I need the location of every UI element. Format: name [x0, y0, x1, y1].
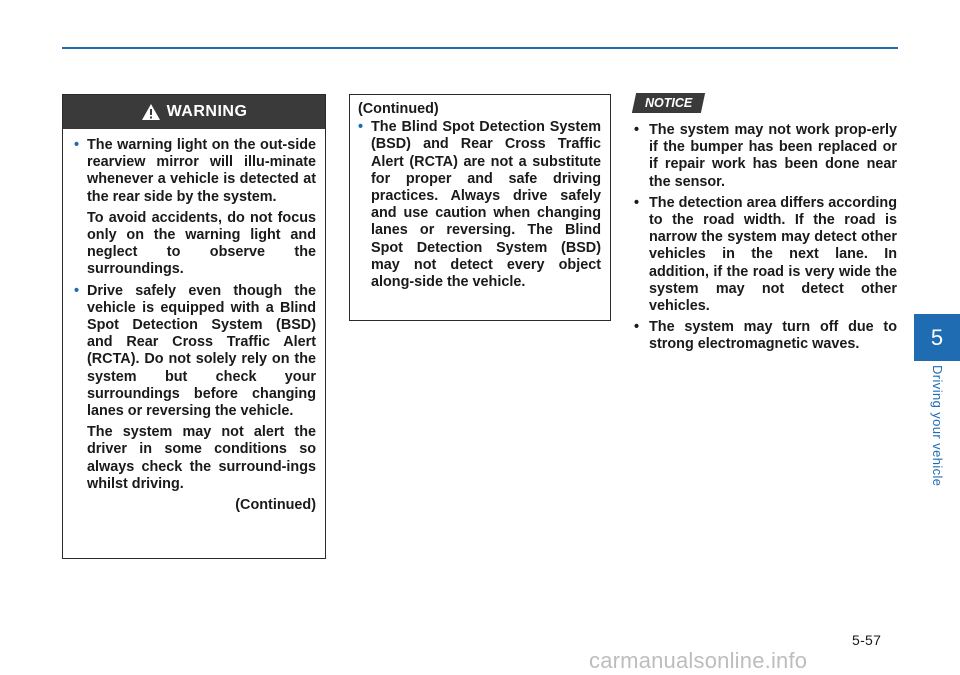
warning-item-extra: The system may not alert the driver in some conditions so always check the surround-ings whilst driving.: [87, 424, 316, 492]
bullet-icon: •: [358, 119, 364, 136]
notice-label: [632, 93, 705, 113]
chapter-number: 5: [930, 324, 944, 350]
top-rule: [62, 47, 898, 49]
bullet-icon: •: [74, 137, 80, 153]
warning-item: [74, 137, 316, 206]
continued-box: [349, 94, 611, 321]
chapter-tab: [914, 314, 960, 361]
notice-label-text: NOTICE: [644, 96, 693, 110]
notice-list: [634, 122, 897, 358]
watermark: carmanualsonline.info: [589, 648, 808, 673]
chapter-title: Driving your vehicle: [930, 365, 945, 487]
warning-title: WARNING: [166, 103, 248, 120]
warning-header: [63, 95, 325, 129]
warning-content: [63, 129, 325, 514]
bullet-icon: •: [634, 319, 640, 336]
notice-item: [634, 319, 897, 353]
warning-triangle-icon: [141, 103, 161, 121]
warning-item-text: Drive safely even though the vehicle is equipped with a Blind Spot Detection System (BSD) and Rear Cross Traffic Alert (RCTA). Do not solely rely on the system but check your surroundings before changing lanes or reversing the vehicle.: [87, 282, 316, 420]
notice-item: [634, 195, 897, 315]
warning-box: [62, 94, 326, 559]
notice-item-text: The system may turn off due to strong electromagnetic waves.: [649, 319, 897, 353]
continued-title: (Continued): [358, 101, 439, 117]
bullet-icon: •: [634, 194, 640, 211]
notice-item: [634, 122, 897, 191]
continued-item-text: The Blind Spot Detection System (BSD) and Rear Cross Traffic Alert (RCTA) are not a substitute for proper and safe driving practices. Always drive safely and use caution when changing lanes or reversing. The Blind Spot Detection System (BSD) may not detect every object along-side the vehicle.: [371, 119, 601, 291]
continued-content: [350, 95, 610, 291]
bullet-icon: •: [634, 122, 640, 138]
notice-item-text: The system may not work prop-erly if the bumper has been replaced or if repair work has been done near the sensor.: [649, 122, 897, 190]
warning-item-extra: To avoid accidents, do not focus only on the warning light and neglect to observe the surroundings.: [87, 209, 316, 278]
continued-item: [358, 119, 601, 291]
warning-item-text: The warning light on the out-side rearview mirror will illu-minate whenever a vehicle is detected at the rear side by the system.: [87, 137, 316, 205]
bullet-icon: •: [74, 282, 80, 299]
warning-continued: (Continued): [235, 497, 316, 514]
warning-item: [74, 283, 316, 421]
page-number: 5-57: [852, 632, 882, 648]
notice-item-text: The detection area differs according to the road width. If the road is narrow the system may detect other vehicles in the next lane. In addition, if the road is very wide the system may not detect other vehicles.: [649, 194, 897, 315]
